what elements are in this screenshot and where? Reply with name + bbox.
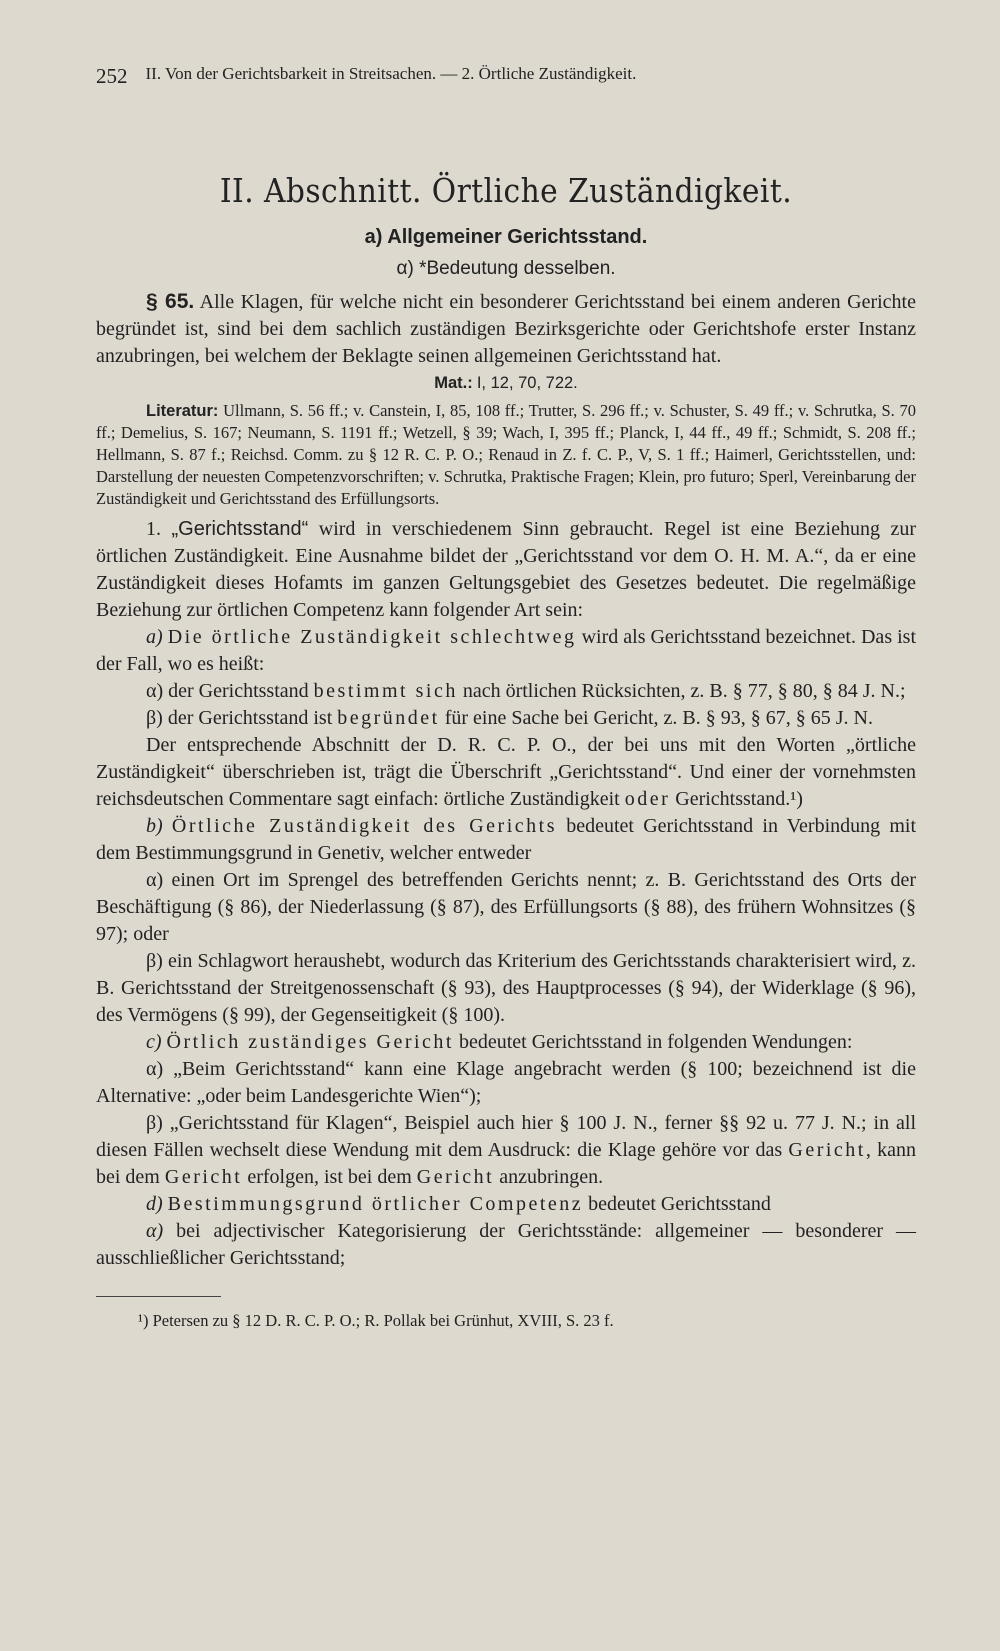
item-a-beta [96, 705, 916, 732]
body-paragraph-1 [96, 516, 916, 624]
item-b [96, 813, 916, 867]
paragraph-text: Gerichtsstand.¹) [675, 788, 803, 810]
spaced-term: begründet [337, 707, 440, 729]
item-d [96, 1191, 916, 1218]
section-subtitle: a) Allgemeiner Gerichtsstand. [364, 226, 648, 248]
footnote-divider [96, 1296, 221, 1297]
item-c-alpha [96, 1056, 916, 1110]
item-text: „Beim Gerichtsstand“ kann eine Klage angebracht werden (§ 100; bezeichnend ist die Alternative: „oder beim Landesgerichte Wien“); [96, 1058, 916, 1107]
paragraph-text: wird in verschiedenem Sinn gebraucht. Regel ist eine Beziehung zur örtlichen Zuständigkeit. Eine Ausnahme bildet der „Gerichtsstand vor dem O. H. M. A.“, da er eine Zuständigkeit dieses Hofamts im ganzen Geltungsgebiet des Gesetzes bedeutet. Die regelmäßige Beziehung zur örtlichen Competenz kann folgender Art sein: [96, 518, 916, 621]
item-text: ein Schlagwort heraushebt, wodurch das Kriterium des Gerichtsstands charakterisiert wird, z. B. Gerichtsstand der Streitgenossenschaft (§ 93), des Hauptprocesses (§ 94), der Widerklage (§ 96), des Vermögens (§ 99), der Gegenseitigkeit (§ 100). [96, 950, 916, 1026]
term-gerichtsstand: „Gerichtsstand“ [171, 518, 309, 540]
footnote-text: Petersen zu § 12 D. R. C. P. O.; R. Pollak bei Grünhut, XVIII, S. 23 f. [152, 1311, 614, 1330]
footnote [96, 1307, 916, 1334]
item-text: bedeutet Gerichtsstand [588, 1193, 771, 1215]
item-mark: a) [146, 626, 163, 648]
spaced-term: bestimmt sich [313, 680, 458, 702]
item-b-beta [96, 948, 916, 1029]
paragraph-text: Der entsprechende Abschnitt der D. R. C. P. O., der bei uns mit den Worten „örtliche Zuständigkeit“ überschrieben ist, trägt die Überschrift „Gerichtsstand“. Und einer der vornehmsten reichsdeutschen Commentare sagt einfach: örtliche Zuständigkeit [96, 734, 916, 810]
item-text: der Gerichtsstand ist [167, 707, 333, 729]
item-mark: α) [146, 680, 164, 702]
spaced-term: Die örtliche Zuständigkeit schlechtweg [167, 626, 577, 648]
section-subsubtitle: α) *Bedeutung desselben. [396, 258, 616, 279]
item-mark: α) [146, 1220, 164, 1242]
page-number: 252 [96, 64, 128, 88]
item-text: anzubringen. [499, 1166, 604, 1188]
spaced-term: Bestimmungsgrund örtlicher Competenz [167, 1193, 584, 1215]
item-c [96, 1029, 916, 1056]
item-text: einen Ort im Sprengel des betreffenden Gerichts nennt; z. B. Gerichtsstand des Orts der Beschäftigung (§ 86), der Niederlassung (§ 87), des Erfüllungsorts (§ 88), des frühern Wohnsitzes (§ 97); oder [96, 869, 917, 945]
spaced-term: oder [624, 788, 671, 810]
literature-text: Ullmann, S. 56 ff.; v. Canstein, I, 85, 108 ff.; Trutter, S. 296 ff.; v. Schuster, S. 49 ff.; v. Schrutka, S. 70 ff.; Demelius, S. 167; Neumann, S. 1191 ff.; Wetzell, § 39; Wach, I, 395 ff.; Planck, I, 44 ff., 49 ff.; Schmidt, S. 208 ff.; Hellmann, S. 87 f.; Reichsd. Comm. zu § 12 R. C. P. O.; Renaud in Z. f. C. P., V, S. 1 ff.; Haimerl, Gerichtsstellen, und: Darstellung der neuesten Competenzvorschriften; v. Schrutka, Praktische Fragen; Klein, pro futuro; Sperl, Vereinbarung der Zuständigkeit und Gerichtsstand des Erfüllungsorts. [96, 401, 916, 508]
paragraph-text: Alle Klagen, für welche nicht ein besonderer Gerichtsstand bei einem anderen Gerichte begründet ist, sind bei dem sachlich zuständigen Bezirksgerichte oder Gerichtshofe erster Instanz anzubringen, bei welchem der Beklagte seinen allgemeinen Gerichtsstand hat. [96, 291, 916, 367]
item-b-alpha [96, 867, 916, 948]
item-mark: c) [146, 1031, 162, 1053]
literature-block [96, 400, 916, 510]
item-mark: β) [146, 950, 163, 972]
item-mark: α) [146, 869, 164, 891]
running-title: II. Von der Gerichtsbarkeit in Streitsachen. — 2. Örtliche Zuständigkeit. [145, 64, 637, 83]
spaced-term: Gericht [788, 1139, 866, 1161]
item-mark: β) [146, 1112, 163, 1134]
item-number: 1. [146, 518, 161, 540]
spaced-term: Gericht [164, 1166, 243, 1188]
running-header [96, 64, 916, 89]
materials-line [96, 372, 916, 394]
paragraph-number: § 65. [146, 290, 195, 313]
item-text: „Gerichtsstand für Klagen“, Beispiel auch hier § 100 J. N., ferner §§ 92 u. 77 J. N.; in all diesen Fällen wechselt diese Wendung mit dem Ausdruck: die Klage gehöre vor das [96, 1112, 917, 1161]
materials-label: Mat.: [434, 374, 473, 392]
item-mark: b) [146, 815, 163, 837]
literature-label: Literatur: [146, 402, 219, 420]
item-text: nach örtlichen Rücksichten, z. B. § 77, § 80, § 84 J. N.; [462, 680, 906, 702]
spaced-term: Örtlich zuständiges Gericht [166, 1031, 454, 1053]
item-text: bei adjectivischer Kategorisierung der Gerichtsstände: allgemeiner — besonderer — ausschließlicher Gerichtsstand; [96, 1220, 917, 1269]
section-title: II. Abschnitt. Örtliche Zuständigkeit. [219, 171, 793, 210]
item-text: bedeutet Gerichtsstand in folgenden Wendungen: [458, 1031, 853, 1053]
item-text: wird als Gerichtsstand bezeichnet. Das ist der Fall, wo es heißt: [96, 626, 917, 675]
item-text: , kann bei dem [96, 1139, 916, 1188]
paragraph-65 [96, 288, 916, 370]
item-c-beta [96, 1110, 916, 1191]
item-a-alpha [96, 678, 916, 705]
materials-text: I, 12, 70, 722. [476, 374, 578, 392]
item-text: bedeutet Gerichtsstand in Verbindung mit dem Bestimmungsgrund in Genetiv, welcher entweder [96, 815, 917, 864]
item-mark: d) [146, 1193, 163, 1215]
spaced-term: Örtliche Zuständigkeit des Gerichts [171, 815, 557, 837]
item-d-alpha [96, 1218, 916, 1272]
footnote-mark: ¹) [138, 1311, 149, 1330]
item-mark: β) [146, 707, 163, 729]
item-text: für eine Sache bei Gericht, z. B. § 93, § 67, § 65 J. N. [444, 707, 873, 729]
item-a [96, 624, 916, 678]
page-content [96, 64, 916, 1334]
body-paragraph-dr-cpo [96, 732, 916, 813]
item-text: der Gerichtsstand [168, 680, 309, 702]
item-mark: α) [146, 1058, 164, 1080]
spaced-term: Gericht [416, 1166, 495, 1188]
item-text: erfolgen, ist bei dem [247, 1166, 412, 1188]
